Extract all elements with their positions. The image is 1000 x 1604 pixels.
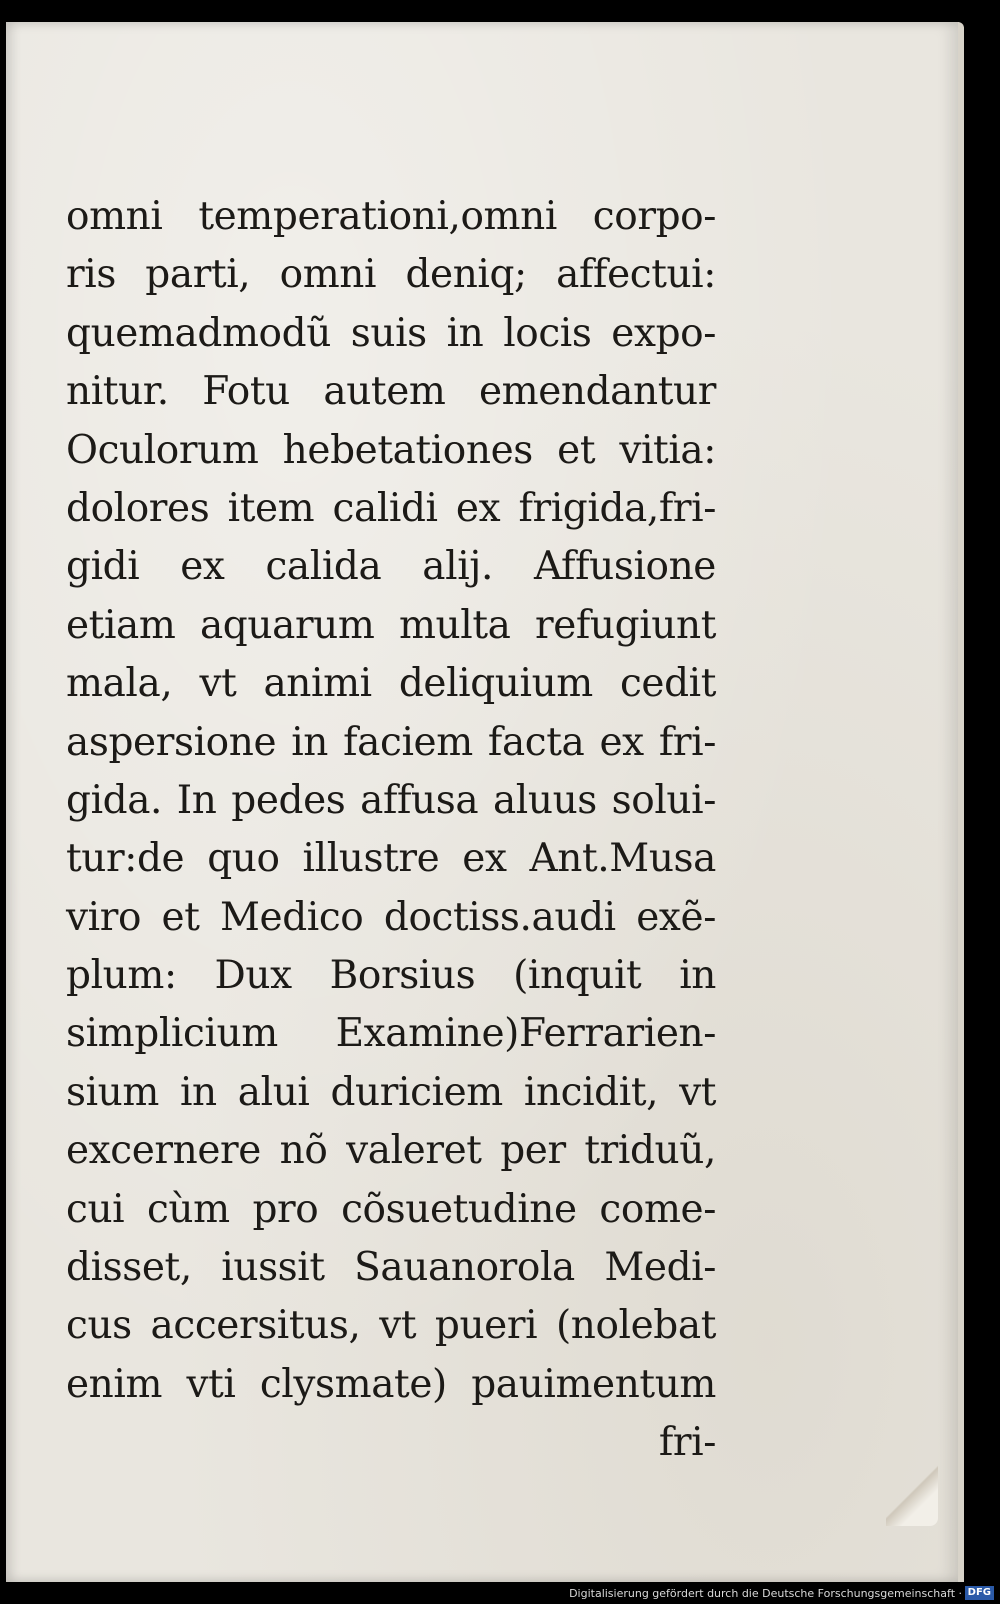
text-line-19: disset, iussit Sauanorola Medi-	[66, 1245, 716, 1291]
text-line-7: gidi ex calida alij. Affusione	[66, 544, 716, 590]
text-line-13: viro et Medico doctiss.audi exẽ-	[66, 894, 716, 940]
digitization-credit: Digitalisierung gefördert durch die Deutsche Forschungsgemeinschaft ·	[569, 1587, 962, 1600]
text-line-5: Oculorum hebetationes et vitia:	[66, 427, 716, 473]
text-line-12: tur:de quo illustre ex Ant.Musa	[66, 836, 716, 882]
text-line-3: quemadmodũ suis in locis expo-	[66, 310, 716, 356]
text-line-15: simplicium Examine)Ferrarien-	[66, 1011, 716, 1057]
text-line-2: ris parti, omni deniq; affectui:	[66, 252, 716, 298]
text-block	[66, 188, 716, 1473]
text-line-8: etiam aquarum multa refugiunt	[66, 602, 716, 648]
text-line-4: nitur. Fotu autem emendantur	[66, 369, 716, 415]
text-line-10: aspersione in faciem facta ex fri-	[66, 719, 716, 765]
text-line-11: gida. In pedes affusa aluus solui-	[66, 777, 716, 823]
book-page	[6, 22, 964, 1582]
text-line-17: excernere nõ valeret per triduũ,	[66, 1128, 716, 1174]
text-line-6: dolores item calidi ex frigida,fri-	[66, 485, 716, 531]
text-line-14: plum: Dux Borsius (inquit in	[66, 953, 716, 999]
dfg-logo: DFG	[965, 1586, 994, 1600]
text-line-18: cui cùm pro cõsuetudine come-	[66, 1186, 716, 1232]
footer-bar	[0, 1582, 1000, 1604]
text-line-16: sium in alui duriciem incidit, vt	[66, 1069, 716, 1115]
text-line-21: enim vti clysmate) pauimentum	[66, 1361, 716, 1407]
text-line-1: omni temperationi,omni corpo-	[66, 194, 716, 239]
text-line-9: mala, vt animi deliquium cedit	[66, 661, 716, 707]
catchword: fri-	[658, 1420, 716, 1466]
page-corner-fold	[886, 1456, 938, 1526]
text-line-20: cus accersitus, vt pueri (nolebat	[66, 1303, 716, 1349]
